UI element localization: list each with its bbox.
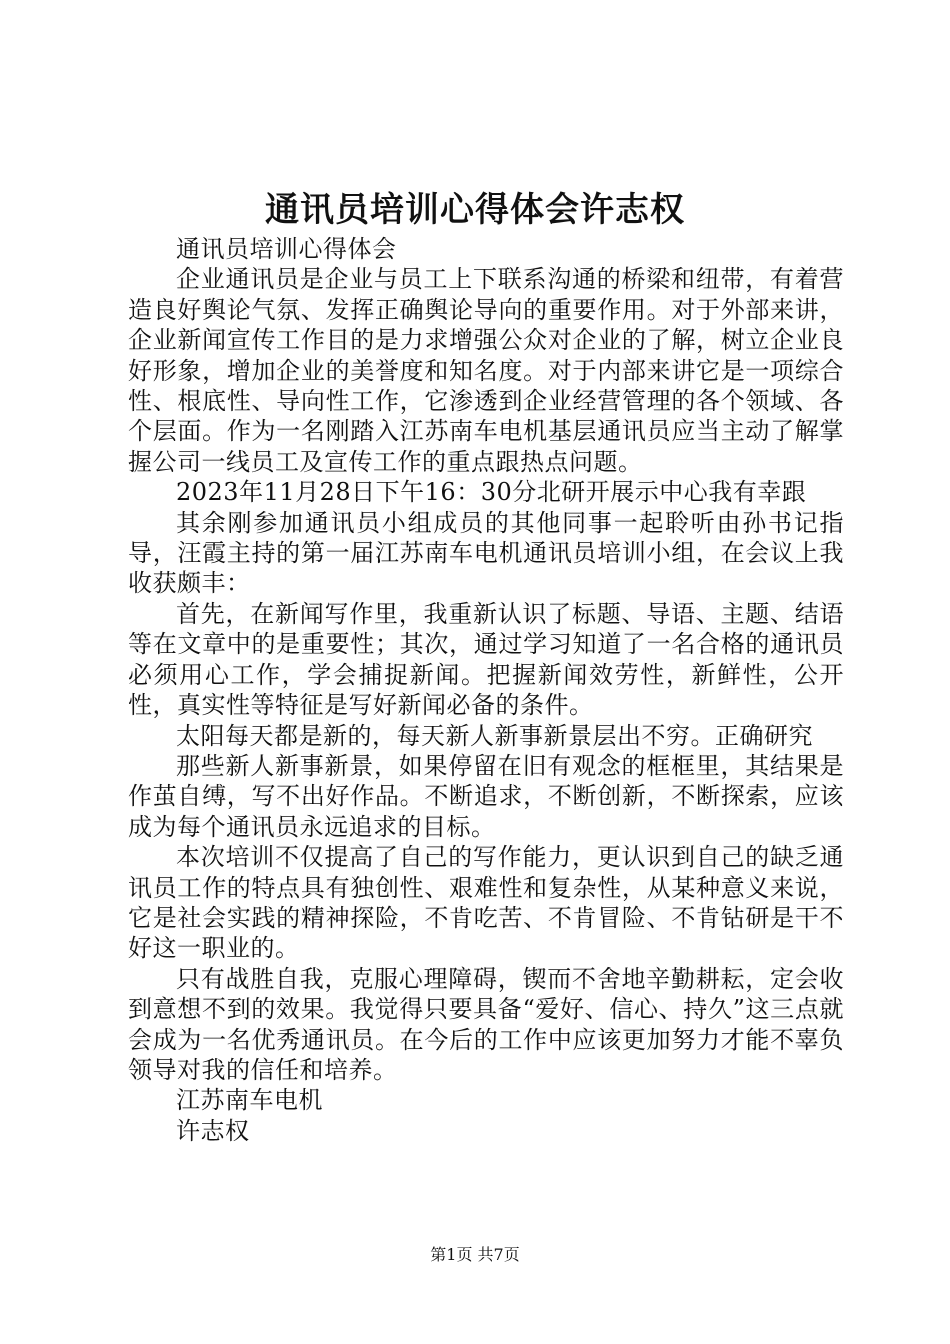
paragraph-first: 首先，在新闻写作里，我重新认识了标题、导语、主题、结语等在文章中的是重要性；其次，通过学习知道了一名合格的通讯员必须用心工作，学会捕捉新闻。把握新闻效劳性，新鲜性，公开性，真实性等特征是写好新闻必备的条件。 (128, 599, 844, 720)
paragraph-new-things: 那些新人新事新景，如果停留在旧有观念的框框里，其结果是作茧自缚，写不出好作品。不断追求，不断创新，不断探索，应该成为每个通讯员永远追求的目标。 (128, 751, 844, 841)
paragraph-sun: 太阳每天都是新的，每天新人新事新景层出不穷。正确研究 (176, 721, 813, 750)
paragraph-conclusion: 只有战胜自我，克服心理障碍，锲而不舍地辛勤耕耘，定会收到意想不到的效果。我觉得只要具备“爱好、信心、持久”这三点就会成为一名优秀通讯员。在今后的工作中应该更加努力才能不辜负领导对我的信任和培养。 (128, 964, 844, 1084)
document-title: 通讯员培训心得体会许志权 (265, 190, 685, 230)
paragraph-date: 2023年11月28日下午16：30分北研开展示中心我有幸跟 (176, 478, 807, 507)
page-footer: 第1页 共7页 (430, 1245, 520, 1264)
paragraph-meeting: 其余刚参加通讯员小组成员的其他同事一起聆听由孙书记指导，汪霞主持的第一届江苏南车电机通讯员培训小组，在会议上我收获颇丰： (128, 508, 844, 598)
document-body (128, 234, 844, 1146)
paragraph-heading: 通讯员培训心得体会 (176, 235, 397, 263)
paragraph-intro: 企业通讯员是企业与员工上下联系沟通的桥梁和纽带，有着营造良好舆论气氛、发挥正确舆论导向的重要作用。对于外部来讲，企业新闻宣传工作目的是力求增强公众对企业的了解，树立企业良好形象，增加企业的美誉度和知名度。对于内部来讲它是一项综合性、根底性、导向性工作，它渗透到企业经营管理的各个领域、各个层面。作为一名刚踏入江苏南车电机基层通讯员应当主动了解掌握公司一线员工及宣传工作的重点跟热点问题。 (128, 265, 844, 476)
signature-company: 江苏南车电机 (176, 1086, 323, 1115)
paragraph-training: 本次培训不仅提高了自己的写作能力，更认识到自己的缺乏通讯员工作的特点具有独创性、艰难性和复杂性，从某种意义来说，它是社会实践的精神探险，不肯吃苦、不肯冒险、不肯钻研是干不好这一职业的。 (128, 843, 844, 963)
signature-name: 许志权 (176, 1116, 250, 1145)
